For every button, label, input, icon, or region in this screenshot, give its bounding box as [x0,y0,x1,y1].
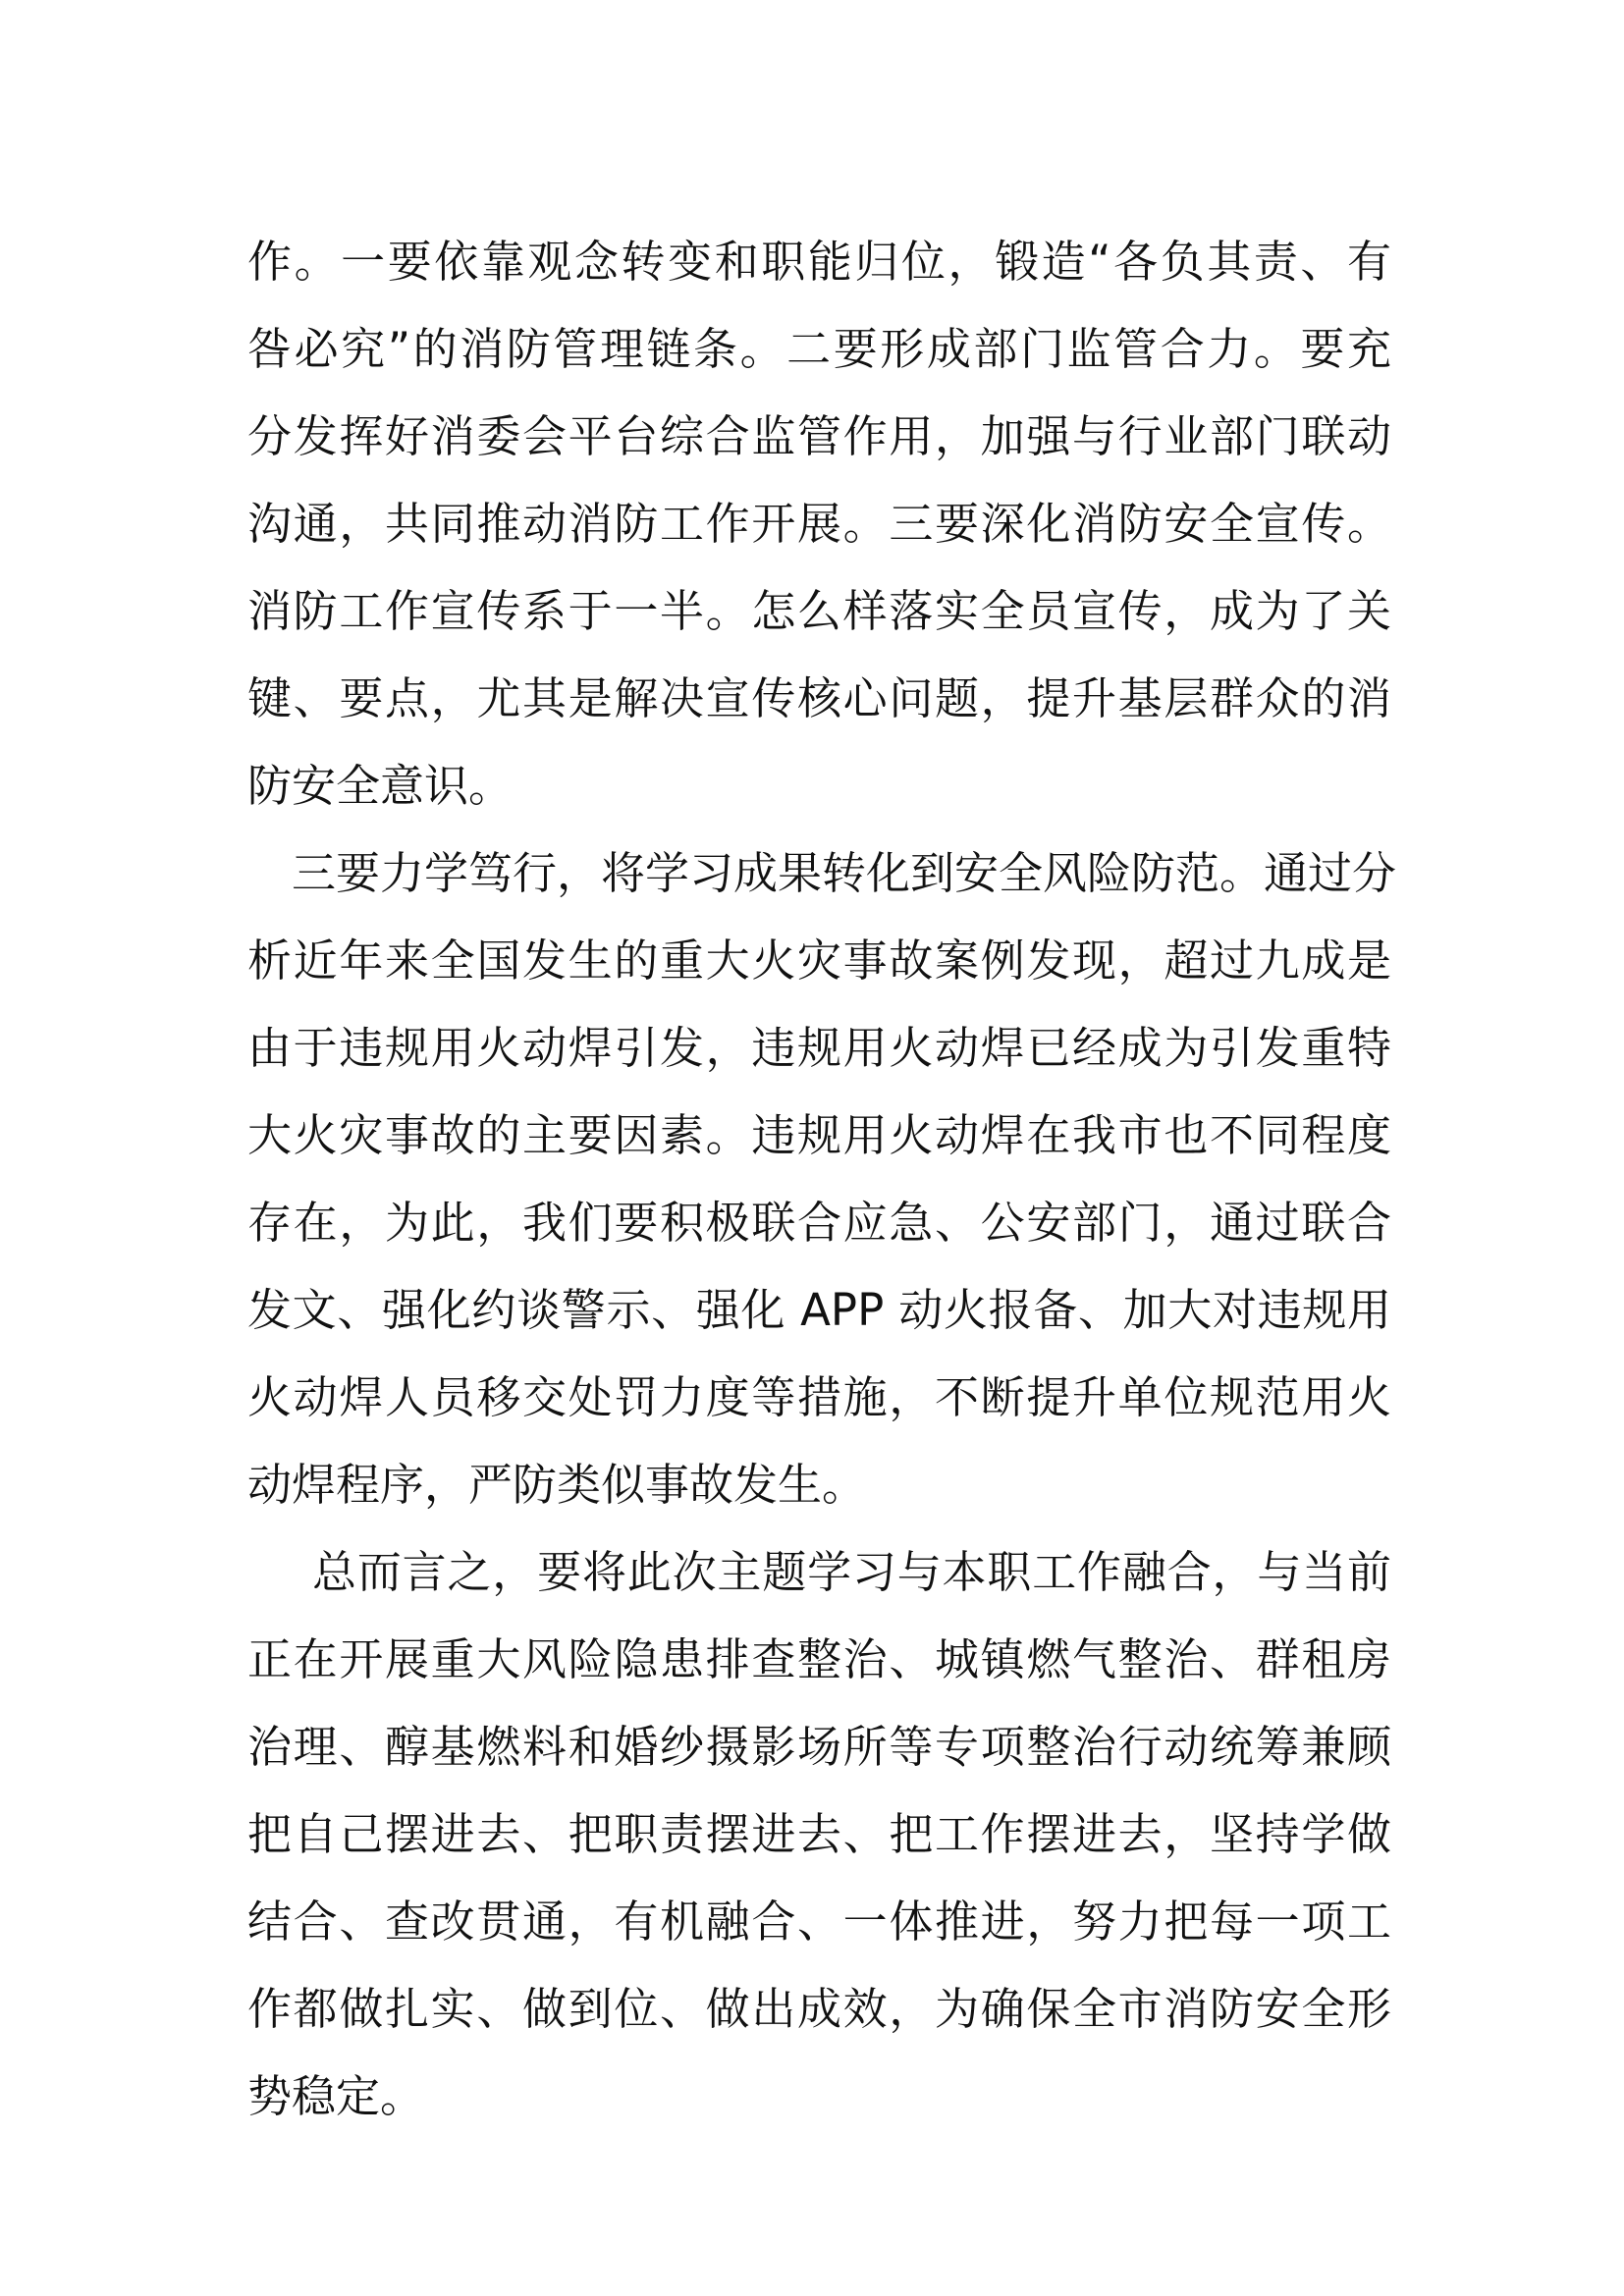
text-line: 正在开展重大风险隐患排查整治、城镇燃气整治、群租房 [247,1633,1391,1685]
text-line: 沟通，共同推动消防工作开展。三要深化消防安全宣传。 [247,498,1391,550]
text-line: 消防工作宣传系于一半。怎么样落实全员宣传，成为了关 [247,585,1391,637]
text-line: 三要力学笃行，将学习成果转化到安全风险防范。通过分 [292,847,1397,899]
text-line: 势稳定。 [247,2070,425,2122]
paragraph-2 [247,829,1397,1528]
text-line: 析近年来全国发生的重大火灾事故案例发现，超过九成是 [247,934,1391,987]
text-line: 作都做扎实、做到位、做出成效，为确保全市消防安全形 [247,1983,1391,2035]
text-line: 发文、强化约谈警示、强化 APP 动火报备、加大对违规用 [247,1284,1391,1336]
text-line: 键、要点，尤其是解决宣传核心问题，提升基层群众的消 [247,672,1391,724]
text-line: 存在，为此，我们要积极联合应急、公安部门，通过联合 [247,1197,1391,1249]
text-line: 分发挥好消委会平台综合监管作用，加强与行业部门联动 [247,410,1391,462]
text-line: 治理、醇基燃料和婚纱摄影场所等专项整治行动统筹兼顾 [247,1721,1391,1773]
text-line: 火动焊人员移交处罚力度等措施，不断提升单位规范用火 [247,1371,1391,1423]
paragraph-3 [247,1528,1391,2140]
document-body [247,218,1397,2140]
text-line: 总而言之，要将此次主题学习与本职工作融合，与当前 [312,1546,1391,1598]
text-line: 结合、查改贯通，有机融合、一体推进，努力把每一项工 [247,1896,1391,1948]
paragraph-1 [247,218,1391,829]
text-line: 作。一要依靠观念转变和职能归位，锻造“各负其责、有 [247,236,1391,288]
text-line: 咎必究”的消防管理链条。二要形成部门监管合力。要充 [247,323,1391,375]
text-line: 大火灾事故的主要因素。违规用火动焊在我市也不同程度 [247,1109,1391,1161]
text-line: 由于违规用火动焊引发，违规用火动焊已经成为引发重特 [247,1022,1391,1074]
text-line: 把自己摆进去、把职责摆进去、把工作摆进去，坚持学做 [247,1808,1391,1860]
text-line: 防安全意识。 [247,760,514,812]
text-line: 动焊程序，严防类似事故发生。 [247,1459,867,1511]
